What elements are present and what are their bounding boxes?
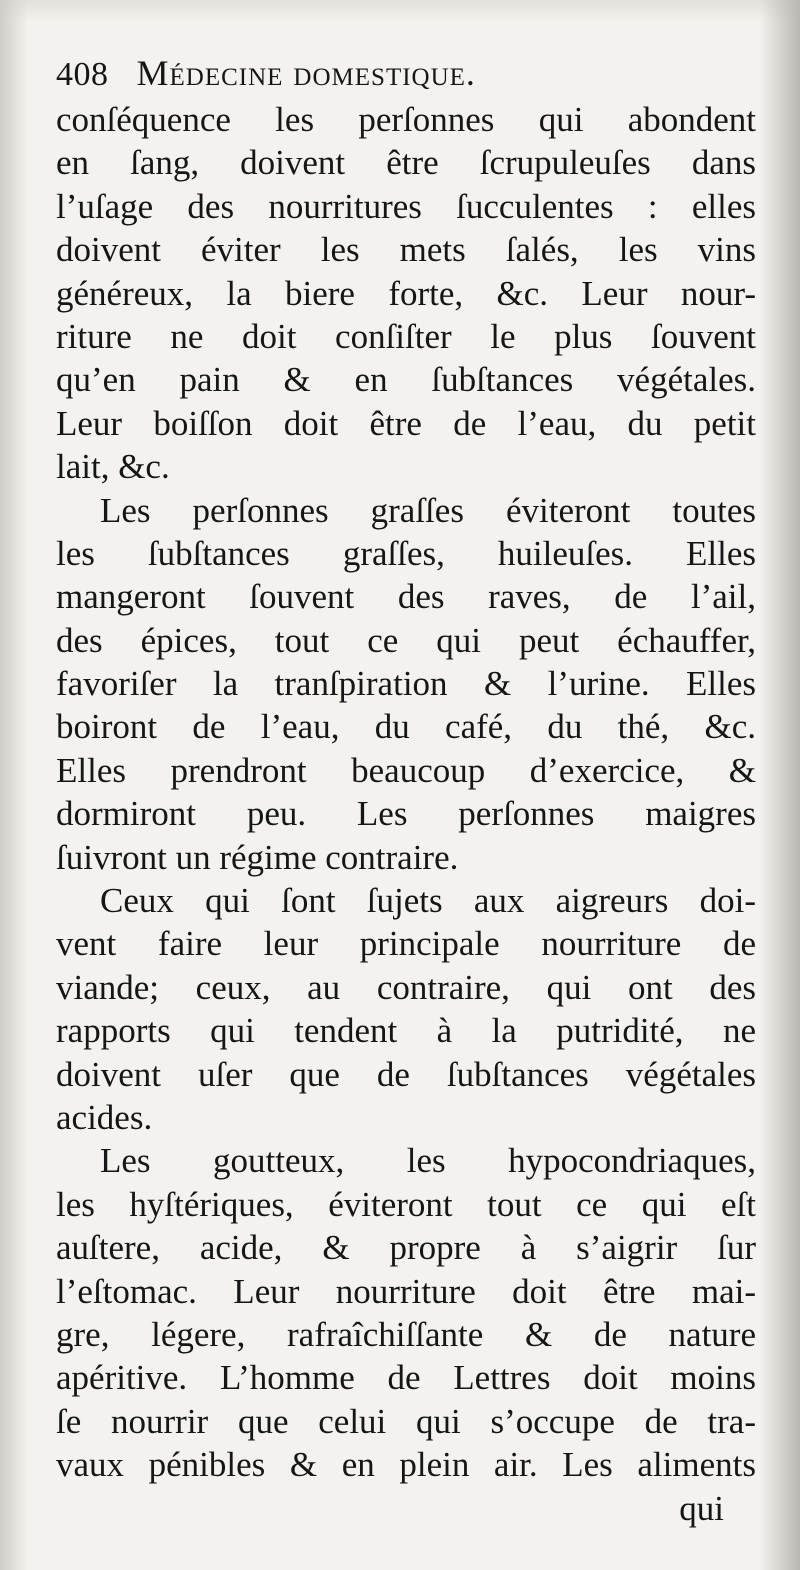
- text-line: viande; ceux, au contraire, qui ont des: [56, 967, 756, 1007]
- page-number: 408: [56, 56, 109, 93]
- text-line: l’uſage des nourritures ſucculentes : elles: [56, 186, 756, 226]
- text-line: dormiront peu. Les perſonnes maigres: [56, 794, 756, 834]
- page-edge-shadow-top: [0, 0, 800, 22]
- running-head: [56, 48, 756, 98]
- text-line: lait, &c.: [56, 447, 170, 487]
- text-line: les hyſtériques, éviteront tout ce qui eſt: [56, 1184, 756, 1224]
- text-line: généreux, la biere forte, &c. Leur nour-: [56, 273, 756, 313]
- text-line: des épices, tout ce qui peut échauffer,: [56, 620, 756, 660]
- text-line: conſéquence les perſonnes qui abondent: [56, 100, 756, 139]
- text-line: Leur boiſſon doit être de l’eau, du petit: [56, 403, 756, 443]
- text-line: qu’en pain & en ſubſtances végétales.: [56, 360, 756, 400]
- page-edge-shadow-left: [0, 0, 28, 1570]
- text-line: acides.: [56, 1097, 153, 1137]
- text-line: en ſang, doivent être ſcrupuleuſes dans: [56, 143, 756, 183]
- text-line: rapports qui tendent à la putridité, ne: [56, 1011, 756, 1051]
- text-line: Elles prendront beaucoup d’exercice, &: [56, 750, 756, 790]
- text-line: riture ne doit conſiſter le plus ſouvent: [56, 316, 756, 356]
- paragraph-start-line: Les perſonnes graſſes éviteront toutes: [100, 490, 756, 530]
- text-line: vaux pénibles & en plein air. Les aliments: [56, 1445, 756, 1485]
- text-line: apéritive. L’homme de Lettres doit moins: [56, 1358, 756, 1398]
- text-line: vent faire leur principale nourriture de: [56, 924, 756, 964]
- running-title: Médecine domestique.: [136, 53, 476, 93]
- paragraph-start-line: Les goutteux, les hypocondriaques,: [100, 1141, 756, 1181]
- text-line: favoriſer la tranſpiration & l’urine. Elles: [56, 664, 756, 704]
- catchword: qui: [679, 1488, 724, 1528]
- text-line: ſe nourrir que celui qui s’occupe de tra-: [56, 1401, 756, 1441]
- text-line: gre, légere, rafraîchiſſante & de nature: [56, 1314, 756, 1354]
- text-line: doivent uſer que de ſubſtances végétales: [56, 1054, 756, 1094]
- text-line: mangeront ſouvent des raves, de l’ail,: [56, 577, 756, 617]
- text-line: l’eſtomac. Leur nourriture doit être mai-: [56, 1271, 756, 1311]
- text-block: [56, 48, 756, 1530]
- page-gutter-shadow-right: [760, 0, 800, 1570]
- text-line: boiront de l’eau, du café, du thé, &c.: [56, 707, 756, 747]
- text-line: auſtere, acide, & propre à s’aigrir ſur: [56, 1228, 756, 1268]
- text-line: doivent éviter les mets ſalés, les vins: [56, 230, 756, 270]
- text-line: les ſubſtances graſſes, huileuſes. Elles: [56, 533, 756, 573]
- text-line: ſuivront un régime contraire.: [56, 837, 459, 877]
- paragraph-start-line: Ceux qui ſont ſujets aux aigreurs doi-: [100, 881, 756, 921]
